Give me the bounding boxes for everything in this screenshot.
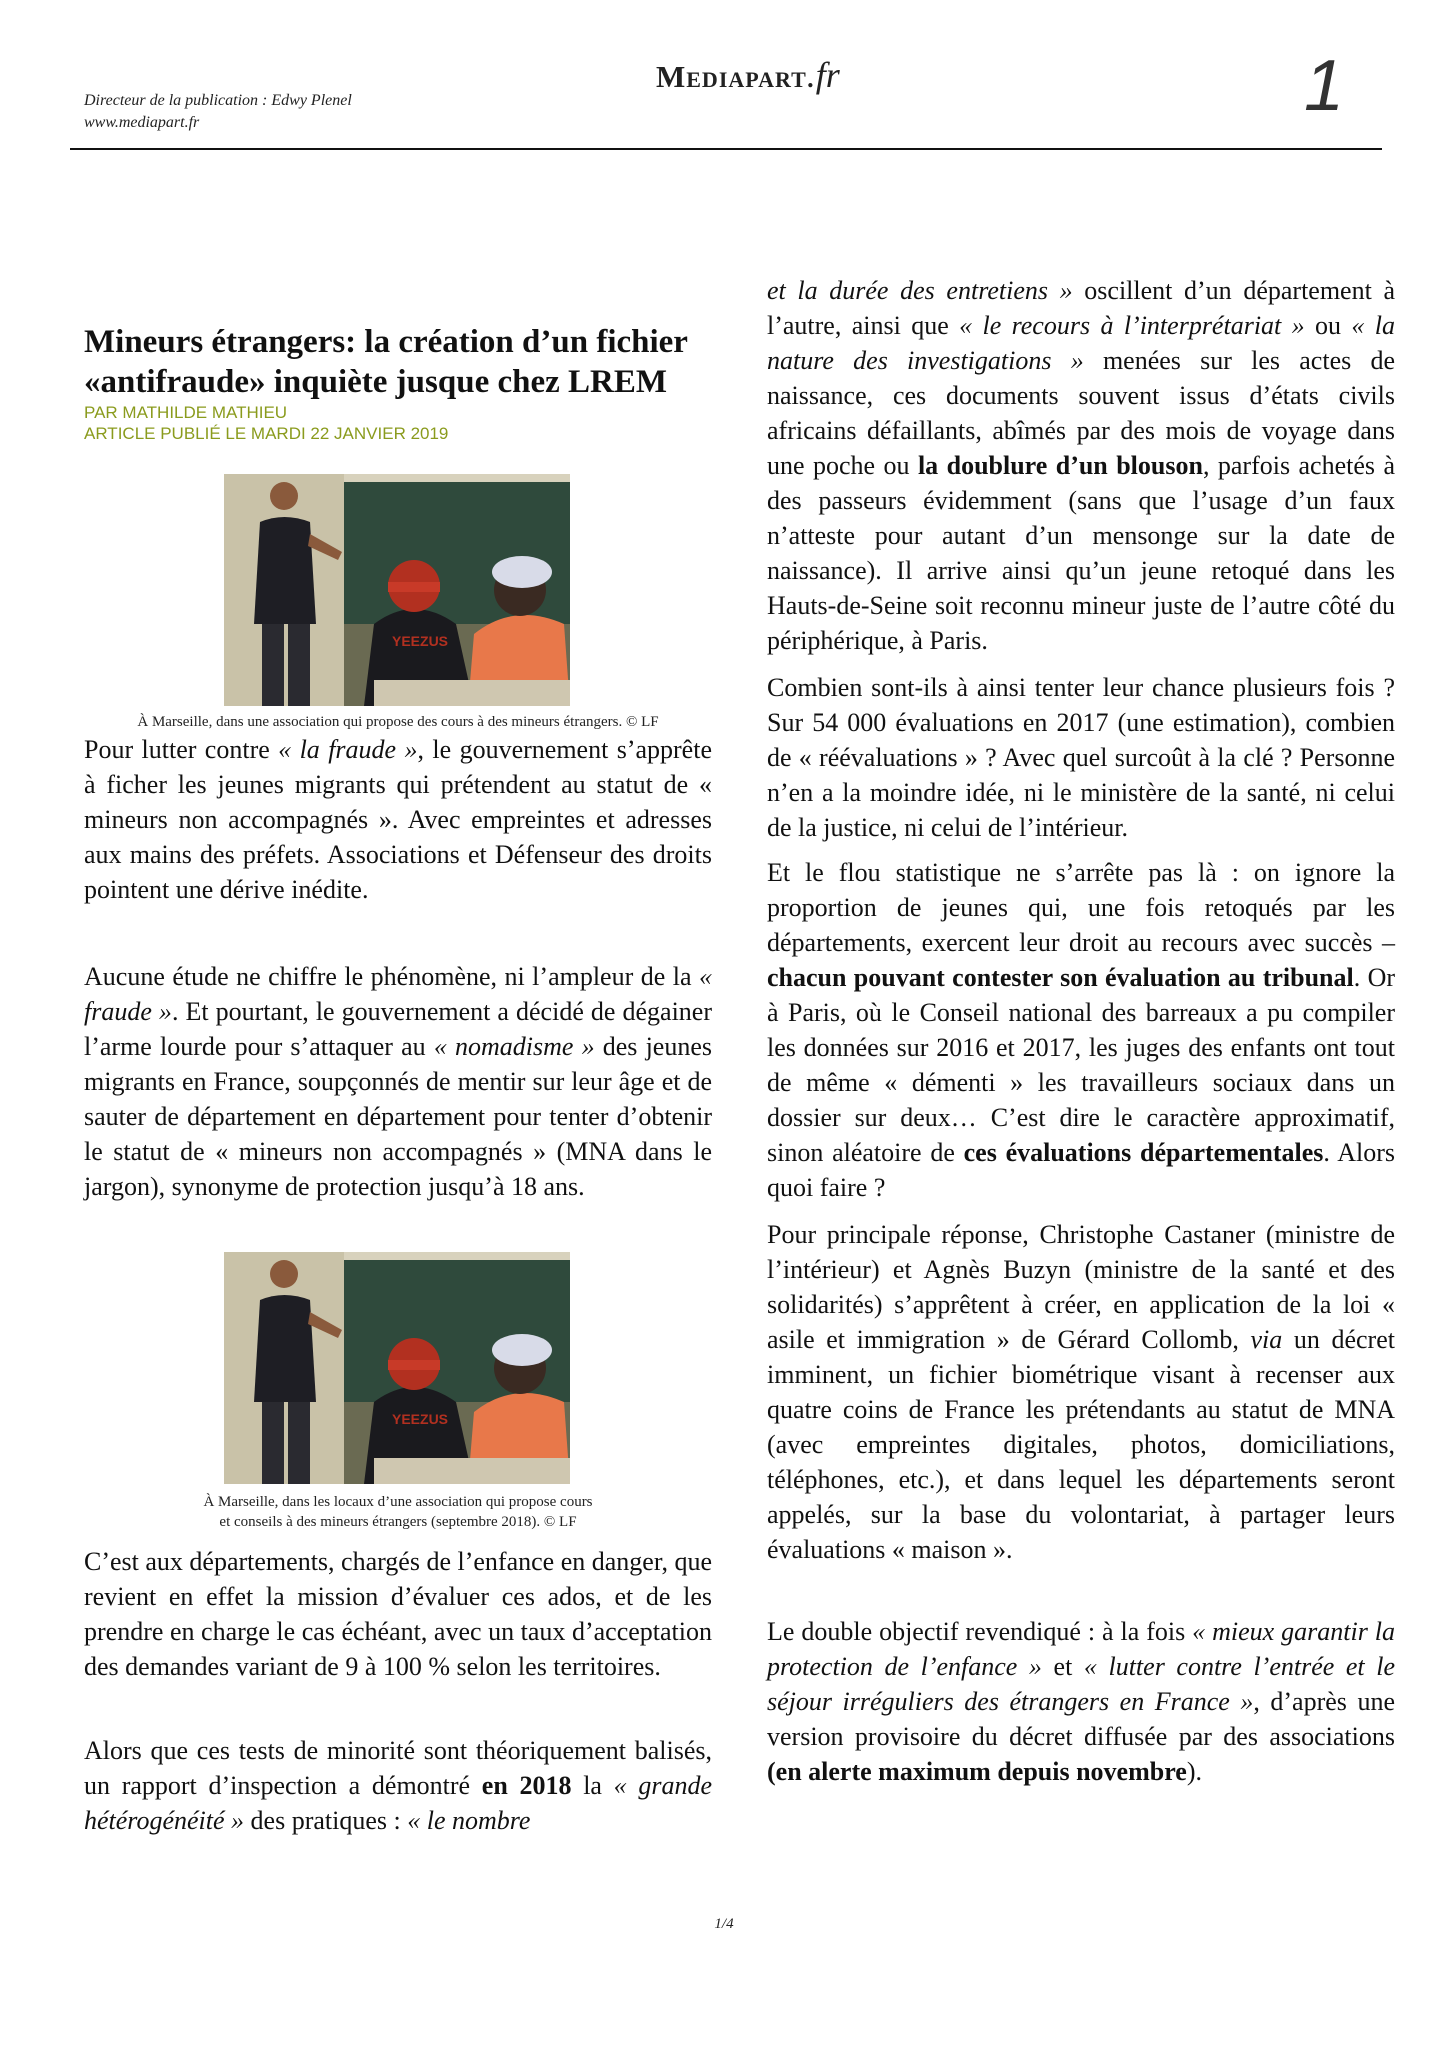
title-line-1: Mineurs étrangers: la création d’un fichier	[84, 324, 688, 360]
shirt-print: YEEZUS	[392, 633, 449, 649]
header-rule	[70, 148, 1382, 150]
article-photo-1	[224, 474, 570, 706]
logo-main: Mediapart	[656, 59, 807, 94]
paragraph-3: C’est aux départements, chargés de l’enfance en danger, que revient en effet la mission d’évaluer ces ados, et de les prendre en charge le cas échéant, avec un taux d’acceptation des demandes variant de 9 à 100 % selon les territoires.	[84, 1547, 712, 1681]
photo-1-caption: À Marseille, dans une association qui propose des cours à des mineurs étrangers. © LF	[137, 714, 659, 730]
director-line: Directeur de la publication : Edwy Plenel	[84, 92, 352, 109]
page-number: 1	[1303, 46, 1344, 126]
site-url[interactable]: www.mediapart.fr	[84, 114, 200, 131]
page-pagination: 1/4	[714, 1916, 734, 1932]
paragraph-6: Combien sont-ils à ainsi tenter leur chance plusieurs fois ? Sur 54 000 évaluations en 2017 (une estimation), combien de « réévaluations » ? Avec quel surcoût à la clé ? Personne n’en a la moindre idée, ni le ministère de la santé, ni celui de la justice, ni celui de l’intérieur.	[767, 673, 1395, 842]
photo-2-caption-line-2: et conseils à des mineurs étrangers (septembre 2018). © LF	[219, 1514, 577, 1530]
publication-info	[84, 90, 352, 134]
paragraph-7: Et le flou statistique ne s’arrête pas là : on ignore la proportion de jeunes qui, une fois retoqués par les départements, exercent leur droit au recours avec succès – chacun pouvant contester son évaluation au tribunal. Or à Paris, où le Conseil national des barreaux a pu compiler les données sur 2016 et 2017, les juges des enfants ont tout de même « démenti » les travailleurs sociaux dans un dossier sur deux… C’est dire le caractère approximatif, sinon aléatoire de ces évaluations départementales. Alors quoi faire ?	[767, 858, 1396, 1202]
author: PAR MATHILDE MATHIEU	[84, 403, 288, 422]
byline	[84, 402, 448, 444]
article-photo-2	[224, 1252, 570, 1484]
paragraph-8: Pour principale réponse, Christophe Castaner (ministre de l’intérieur) et Agnès Buzyn (ministre de la santé et des solidarités) s’apprêtent à créer, en application de la loi « asile et immigration » de Gérard Collomb, via un décret imminent, un fichier biométrique visant à recenser aux quatre coins de France les prétendants au statut de MNA (avec empreintes digitales, photos, domiciliations, téléphones, etc.), et dans lequel les départements seront appelés, sur la base du volontariat, à partager leurs évaluations « maison ».	[767, 1220, 1395, 1564]
paragraph-5: et la durée des entretiens » oscillent d’un département à l’autre, ainsi que « le recours à l’interprétariat » ou « la nature des investigations » menées sur les actes de naissance, ces documents souvent issus d’états civils africains défaillants, abîmés par des mois de voyage dans une poche ou la doublure d’un blouson, parfois achetés à des passeurs évidemment (sans que l’usage d’un faux n’atteste pour autant d’un mensonge sur la date de naissance). Il arrive ainsi qu’un jeune retoqué dans les Hauts-de-Seine soit reconnu mineur juste de l’autre côté du périphérique, à Paris.	[767, 276, 1396, 655]
paragraph-1: Pour lutter contre « la fraude », le gouvernement s’apprête à ficher les jeunes migrants qui prétendent au statut de « mineurs non accompagnés ». Avec empreintes et adresses aux mains des préfets. Associations et Défenseur des droits pointent une dérive inédite.	[84, 735, 712, 904]
title-line-2: «antifraude» inquiète jusque chez LREM	[84, 364, 668, 400]
classroom-photo-2	[224, 1252, 570, 1484]
logo-suffix: .fr	[806, 55, 840, 95]
classroom-photo-1	[224, 474, 570, 706]
shirt-print: YEEZUS	[392, 1411, 449, 1427]
mediapart-logo[interactable]	[656, 54, 840, 96]
paragraph-2: Aucune étude ne chiffre le phénomène, ni l’ampleur de la « fraude ». Et pourtant, le gouvernement a décidé de dégainer l’arme lourde pour s’attaquer au « nomadisme » des jeunes migrants en France, soupçonnés de mentir sur leur âge et de sauter de département en département pour tenter d’obtenir le statut de « mineurs non accompagnés » (MNA dans le jargon), synonyme de protection jusqu’à 18 ans.	[84, 962, 713, 1201]
article-title	[84, 322, 724, 402]
publish-date: ARTICLE PUBLIÉ LE MARDI 22 JANVIER 2019	[84, 424, 449, 443]
paragraph-9: Le double objectif revendiqué : à la fois « mieux garantir la protection de l’enfance » et « lutter contre l’entrée et le séjour irréguliers des étrangers en France », d’après une version provisoire du décret diffusée par des associations (en alerte maximum depuis novembre).	[767, 1617, 1395, 1786]
photo-2-caption	[84, 1492, 712, 1532]
paragraph-4: Alors que ces tests de minorité sont théoriquement balisés, un rapport d’inspection a démontré en 2018 la « grande hétérogénéité » des pratiques : « le nombre	[84, 1736, 713, 1835]
photo-2-caption-line-1: À Marseille, dans les locaux d’une association qui propose cours	[203, 1494, 593, 1510]
